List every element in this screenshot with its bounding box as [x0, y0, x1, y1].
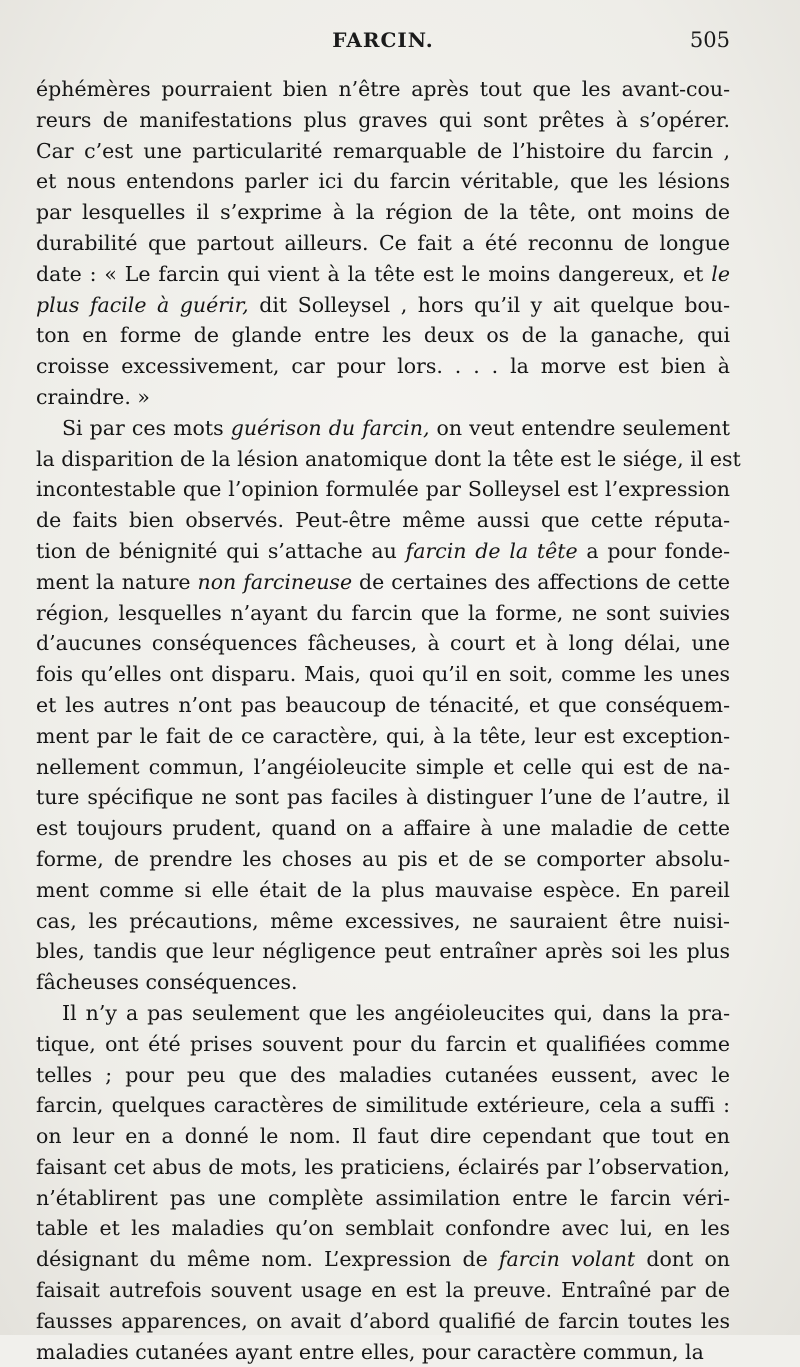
text-line	[36, 1183, 730, 1214]
text-segment: désignant du même nom. L’expression de	[36, 1247, 499, 1272]
text-segment: cas, les précautions, même excessives, ne sauraient être nuisi-	[36, 908, 730, 933]
text-segment: dont on	[635, 1247, 730, 1272]
text-line	[36, 505, 730, 536]
italic-text: le	[711, 261, 730, 286]
text-segment: Car c’est une particularité remarquable de l’histoire du farcin ,	[36, 138, 730, 163]
text-segment: et nous entendons parler ici du farcin véritable, que les lésions	[36, 169, 730, 194]
text-line	[36, 906, 730, 937]
italic-text: non farcineuse	[197, 569, 353, 594]
text-segment: maladies cutanées ayant entre elles, pour caractère commun, la	[36, 1339, 704, 1364]
text-segment: croisse excessivement, car pour lors. . . . la morve est bien à	[36, 354, 730, 379]
text-segment: d’aucunes conséquences fâcheuses, à court et à long délai, une	[36, 631, 730, 656]
running-title: FARCIN.	[332, 28, 434, 52]
text-line	[36, 382, 730, 413]
text-line	[36, 1090, 730, 1121]
text-line	[36, 936, 730, 967]
text-segment: ment par le fait de ce caractère, qui, à la tête, leur est exception-	[36, 723, 730, 748]
italic-text: guérison du farcin,	[230, 415, 430, 440]
text-segment: table et les maladies qu’on semblait confondre avec lui, en les	[36, 1216, 730, 1241]
text-line	[36, 197, 730, 228]
text-line	[36, 474, 730, 505]
text-segment: faisant cet abus de mots, les praticiens, éclairés par l’observation,	[36, 1154, 730, 1179]
text-segment: nellement commun, l’angéioleucite simple et celle qui est de na-	[36, 754, 730, 779]
text-segment: forme, de prendre les choses au pis et de se comporter absolu-	[36, 846, 730, 871]
text-line	[36, 166, 730, 197]
text-segment: tion de bénignité qui s’attache au	[36, 538, 406, 563]
text-line	[36, 844, 730, 875]
paragraph	[36, 413, 741, 998]
text-line	[36, 598, 730, 629]
text-line	[36, 967, 730, 998]
text-line	[36, 628, 730, 659]
page-header	[36, 28, 730, 58]
text-line	[36, 320, 730, 351]
text-line	[36, 351, 730, 382]
text-line	[36, 1306, 730, 1337]
text-segment: tique, ont été prises souvent pour du farcin et qualifiées comme	[36, 1031, 730, 1056]
body-text	[36, 74, 741, 1367]
text-line	[36, 1121, 730, 1152]
italic-text: farcin volant	[498, 1247, 636, 1272]
text-segment: ment la nature	[36, 569, 198, 594]
text-segment: a pour fonde-	[577, 538, 730, 563]
text-segment: ture spécifique ne sont pas faciles à distinguer l’une de l’autre, il	[36, 785, 730, 810]
text-line	[36, 1244, 730, 1275]
text-line	[36, 567, 730, 598]
text-segment: Si par ces mots	[62, 415, 231, 440]
text-segment: région, lesquelles n’ayant du farcin que la forme, ne sont suivies	[36, 600, 730, 625]
text-line	[36, 290, 730, 321]
text-segment: on leur en a donné le nom. Il faut dire cependant que tout en	[36, 1124, 730, 1149]
text-segment: par lesquelles il s’exprime à la région de la tête, ont moins de	[36, 200, 730, 225]
text-segment: reurs de manifestations plus graves qui sont prêtes à s’opérer.	[36, 107, 730, 132]
text-segment: fâcheuses conséquences.	[36, 970, 298, 995]
text-line	[36, 1213, 730, 1244]
text-line	[36, 444, 741, 475]
text-line	[36, 1029, 730, 1060]
text-segment: la disparition de la lésion anatomique dont la tête est le siége, il est	[36, 446, 741, 471]
text-line	[36, 228, 730, 259]
text-line	[36, 1152, 730, 1183]
text-segment: craindre. »	[36, 384, 150, 409]
text-line	[36, 998, 730, 1029]
text-line	[36, 721, 730, 752]
text-segment: ton en forme de glande entre les deux os de la ganache, qui	[36, 323, 730, 348]
text-line	[36, 813, 730, 844]
text-segment: n’établirent pas une complète assimilation entre le farcin véri-	[36, 1185, 730, 1210]
text-line	[36, 659, 730, 690]
text-line	[36, 1337, 730, 1367]
page-number: 505	[689, 28, 730, 52]
text-segment: fois qu’elles ont disparu. Mais, quoi qu’il en soit, comme les unes	[36, 662, 730, 687]
text-segment: date : « Le farcin qui vient à la tête est le moins dangereux, et	[36, 261, 712, 286]
text-segment: farcin, quelques caractères de similitude extérieure, cela a suffi :	[36, 1093, 730, 1118]
text-segment: incontestable que l’opinion formulée par Solleysel est l’expression	[36, 477, 730, 502]
text-segment: éphémères pourraient bien n’être après tout que les avant-cou-	[36, 77, 730, 101]
text-line	[36, 782, 730, 813]
text-line	[36, 74, 730, 105]
text-line	[36, 875, 730, 906]
text-segment: ment comme si elle était de la plus mauvaise espèce. En pareil	[36, 877, 730, 902]
text-line	[36, 1060, 730, 1091]
text-segment: de faits bien observés. Peut-être même aussi que cette réputa-	[36, 508, 730, 533]
italic-text: plus facile à guérir,	[36, 292, 249, 317]
text-line	[36, 136, 730, 167]
text-segment: on veut entendre seulement	[429, 415, 730, 440]
text-line	[36, 105, 730, 136]
text-segment: de certaines des affections de cette	[352, 569, 730, 594]
text-segment: durabilité que partout ailleurs. Ce fait a été reconnu de longue	[36, 230, 730, 255]
text-segment: et les autres n’ont pas beaucoup de ténacité, et que conséquem-	[36, 692, 730, 717]
text-segment: faisait autrefois souvent usage en est la preuve. Entraîné par de	[36, 1278, 730, 1303]
text-line	[36, 536, 730, 567]
paragraph	[36, 998, 730, 1367]
paragraph	[36, 74, 730, 413]
text-segment: telles ; pour peu que des maladies cutanées eussent, avec le	[36, 1062, 730, 1087]
text-segment: fausses apparences, on avait d’abord qualifié de farcin toutes les	[36, 1308, 730, 1333]
text-line	[36, 413, 730, 444]
text-segment: Il n’y a pas seulement que les angéioleucites qui, dans la pra-	[62, 1000, 730, 1025]
text-segment: bles, tandis que leur négligence peut entraîner après soi les plus	[36, 939, 730, 964]
text-segment: est toujours prudent, quand on a affaire à une maladie de cette	[36, 816, 730, 841]
text-line	[36, 259, 730, 290]
text-line	[36, 690, 730, 721]
text-line	[36, 1275, 730, 1306]
text-segment: dit Solleysel , hors qu’il y ait quelque bou-	[248, 292, 731, 317]
text-line	[36, 752, 730, 783]
italic-text: farcin de la tête	[405, 538, 578, 563]
